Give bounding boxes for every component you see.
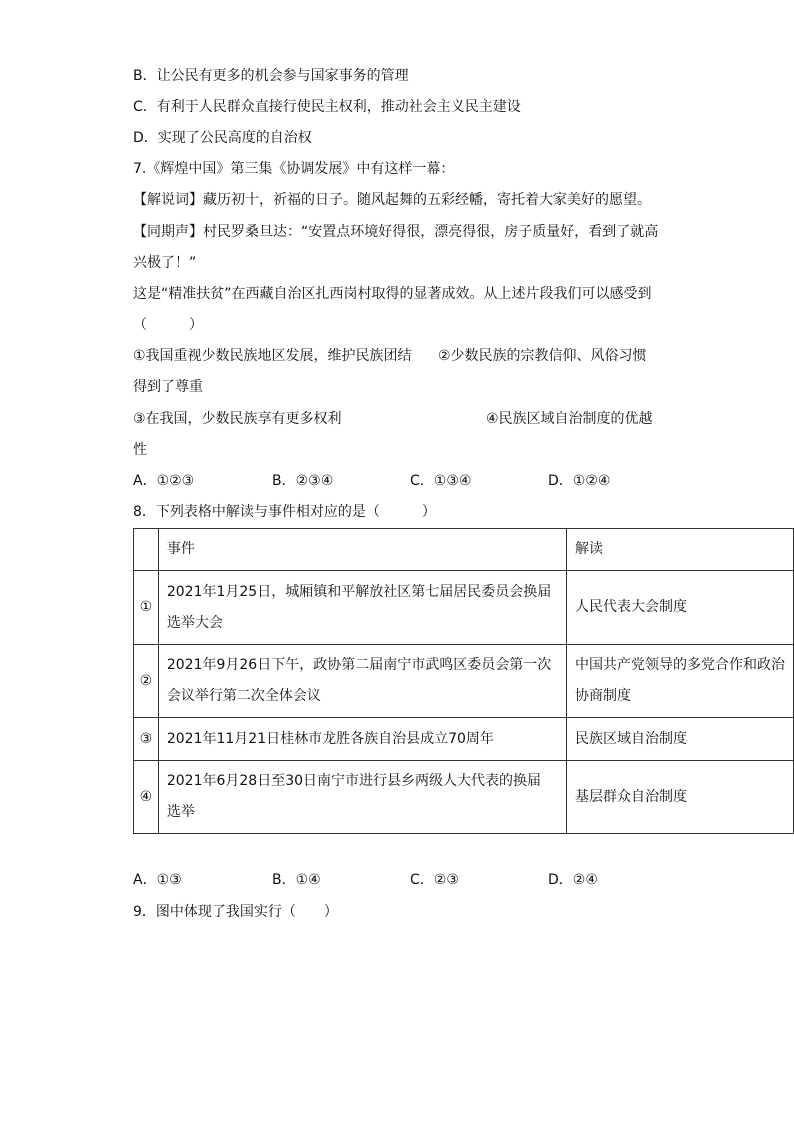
interpretation-cell <box>566 761 793 834</box>
q7-statement-3: ③在我国，少数民族享有更多权利 <box>133 411 342 427</box>
event-line: 2021年6月28日至30日南宁市进行县乡两级人大代表的换届 <box>166 773 542 789</box>
q7-sync-line2: 兴极了！” <box>133 255 197 271</box>
event-line: 2021年1月25日，城厢镇和平解放社区第七届居民委员会换届 <box>166 583 552 600</box>
q8-table <box>133 528 794 834</box>
event-cell <box>158 761 566 834</box>
interpretation-cell <box>566 645 793 718</box>
q8-header-event: 事件 <box>158 529 566 571</box>
event-line: 选举 <box>166 804 195 820</box>
q9-stem: 9．图中体现了我国实行（ ） <box>133 904 338 920</box>
event-cell <box>158 571 566 645</box>
q8-table-header-row <box>134 529 794 571</box>
table-row <box>134 645 794 718</box>
q7-statement-2: ②少数民族的宗教信仰、风俗习惯 <box>438 348 647 364</box>
q7-option-a: A．①②③ <box>133 473 195 489</box>
q8-option-c: C．②③ <box>410 872 459 888</box>
table-row <box>134 718 794 761</box>
interpretation-line: 民族区域自治制度 <box>574 730 687 747</box>
q6-option-b: B．让公民有更多的机会参与国家事务的管理 <box>133 68 409 84</box>
table-row <box>134 571 794 645</box>
q8-option-b: B．①④ <box>272 872 321 888</box>
q8-header-interpretation: 解读 <box>566 529 793 571</box>
q7-statement-4: ④民族区域自治制度的优越 <box>486 411 653 427</box>
q7-statement-1: ①我国重视少数民族地区发展，维护民族团结 <box>133 348 412 364</box>
q7-option-b: B．②③④ <box>272 473 334 489</box>
q8-option-a: A．①③ <box>133 872 182 888</box>
row-number: ④ <box>134 761 159 834</box>
q6-option-c: C．有利于人民群众直接行使民主权利，推动社会主义民主建设 <box>133 99 521 115</box>
q7-option-d: D．①②④ <box>548 473 611 489</box>
q7-conclusion: 这是“精准扶贫”在西藏自治区扎西岗村取得的显著成效。从上述片段我们可以感受到 <box>133 286 652 302</box>
event-cell <box>158 645 566 718</box>
event-line: 选举大会 <box>166 614 223 631</box>
interpretation-line: 人民代表大会制度 <box>574 599 687 615</box>
interpretation-cell <box>566 571 793 645</box>
interpretation-line: 基层群众自治制度 <box>574 788 687 805</box>
row-number: ① <box>134 571 159 645</box>
table-row <box>134 761 794 834</box>
q7-narration: 【解说词】藏历初十，祈福的日子。随风起舞的五彩经幡，寄托着大家美好的愿望。 <box>133 192 651 208</box>
q8-stem: 8．下列表格中解读与事件相对应的是（ ） <box>133 504 436 520</box>
q8-option-d: D．②④ <box>548 872 598 888</box>
row-number: ② <box>134 645 159 718</box>
q7-statement-4-cont: 性 <box>133 442 147 458</box>
q7-option-c: C．①③④ <box>410 473 472 489</box>
row-number: ③ <box>134 718 159 761</box>
q7-stem: 7.《辉煌中国》第三集《协调发展》中有这样一幕： <box>133 161 455 177</box>
q7-statement-2-cont: 得到了尊重 <box>133 379 203 395</box>
interpretation-cell <box>566 718 793 761</box>
q6-option-d: D．实现了公民高度的自治权 <box>133 130 312 146</box>
event-line: 2021年11月21日桂林市龙胜各族自治县成立70周年 <box>166 730 494 747</box>
q7-answer-blank: （ ） <box>133 317 203 333</box>
event-cell <box>158 718 566 761</box>
interpretation-line: 中国共产党领导的多党合作和政治 <box>574 657 785 673</box>
event-line: 会议举行第二次全体会议 <box>166 688 321 704</box>
q8-header-index <box>134 529 159 571</box>
interpretation-line: 协商制度 <box>574 688 631 704</box>
event-line: 2021年9月26日下午，政协第二届南宁市武鸣区委员会第一次 <box>166 657 552 673</box>
q7-sync-line1: 【同期声】村民罗桑旦达：“安置点环境好得很，漂亮得很，房子质量好，看到了就高 <box>133 224 659 240</box>
